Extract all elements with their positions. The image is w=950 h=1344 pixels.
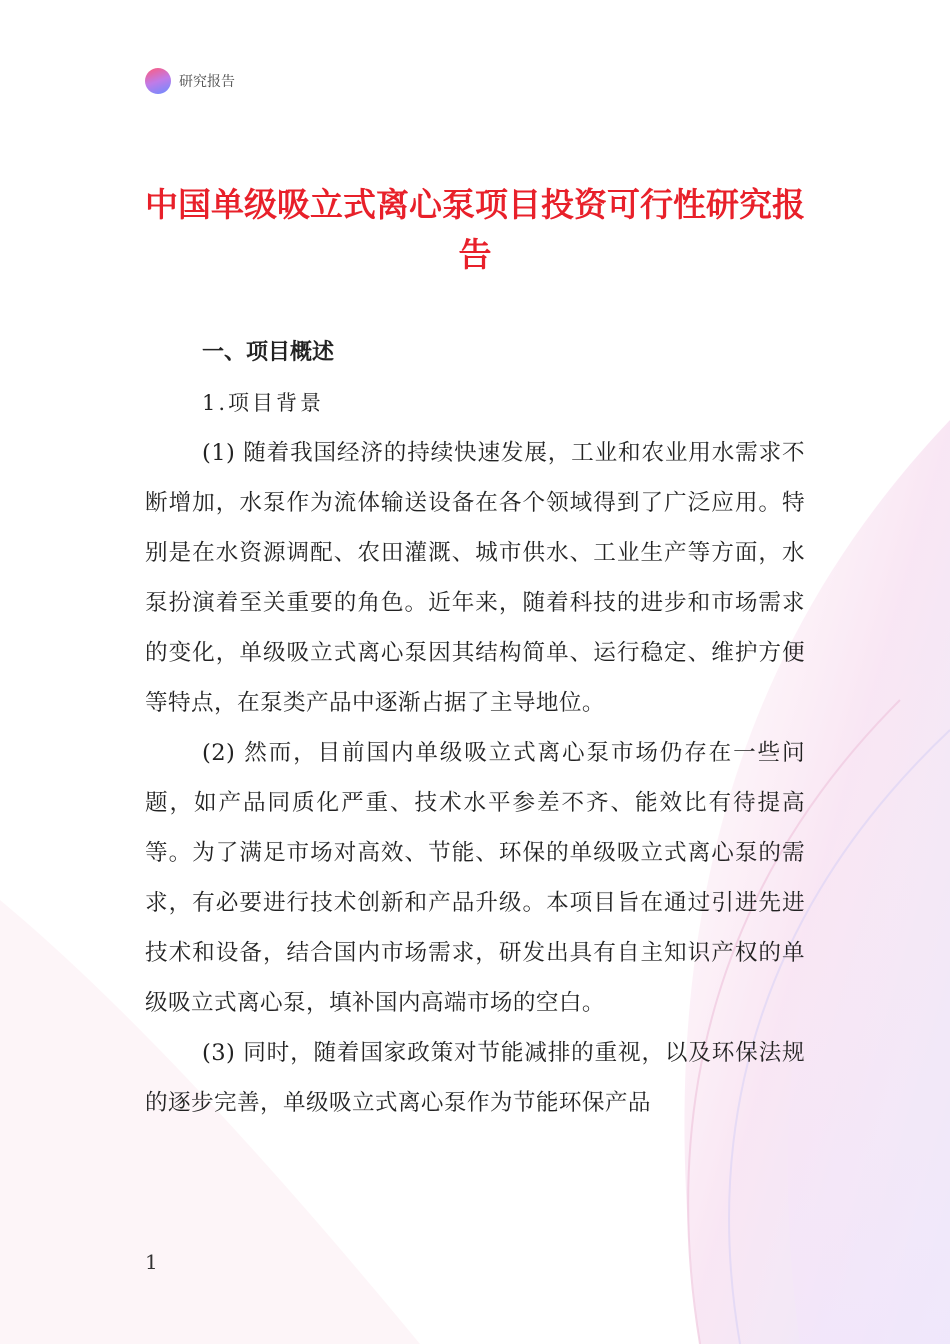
page-number: 1 xyxy=(145,1250,158,1274)
document-title: 中国单级吸立式离心泵项目投资可行性研究报告 xyxy=(145,185,805,274)
logo-icon xyxy=(145,68,171,94)
subsection-heading: 1.项目背景 xyxy=(202,391,325,415)
page-header xyxy=(145,66,235,96)
header-label: 研究报告 xyxy=(179,74,235,90)
paragraph-2: (2) 然而，目前国内单级吸立式离心泵市场仍存在一些问题，如产品同质化严重、技术水平参差不齐、能效比有待提高等。为了满足市场对高效、节能、环保的单级吸立式离心泵的需求，有必要进行技术创新和产品升级。本项目旨在通过引进先进技术和设备，结合国内市场需求，研发出具有自主知识产权的单级吸立式离心泵，填补国内高端市场的空白。 xyxy=(145,740,805,1016)
paragraph-3: (3) 同时，随着国家政策对节能减排的重视，以及环保法规的逐步完善，单级吸立式离心泵作为节能环保产品 xyxy=(145,1040,805,1116)
section-heading: 一、项目概述 xyxy=(202,340,335,365)
paragraph-1: (1) 随着我国经济的持续快速发展，工业和农业用水需求不断增加，水泵作为流体输送设备在各个领域得到了广泛应用。特别是在水资源调配、农田灌溉、城市供水、工业生产等方面，水泵扮演着至关重要的角色。近年来，随着科技的进步和市场需求的变化，单级吸立式离心泵因其结构简单、运行稳定、维护方便等特点，在泵类产品中逐渐占据了主导地位。 xyxy=(145,440,805,716)
document-body xyxy=(145,328,805,1128)
